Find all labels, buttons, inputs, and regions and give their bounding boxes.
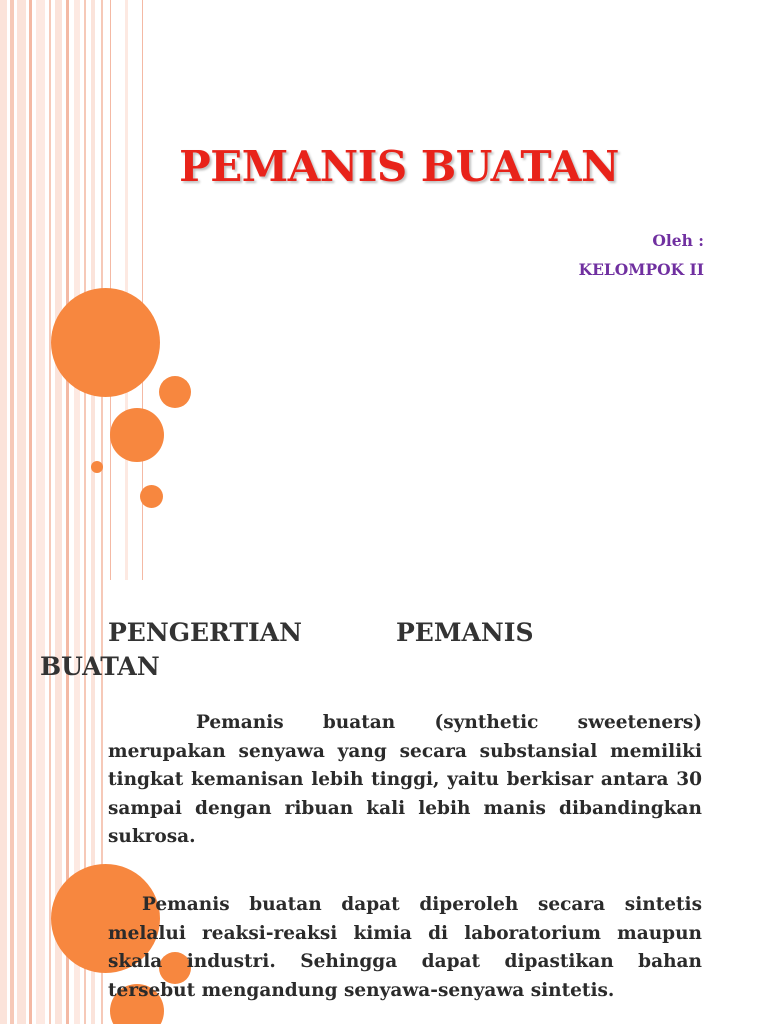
stripe-icon: [55, 580, 62, 1024]
heading-word: BUATAN: [40, 652, 160, 681]
stripe-icon: [55, 0, 62, 580]
stripe-icon: [84, 0, 86, 580]
paragraph: Pemanis buatan (synthetic sweeteners) merupakan senyawa yang secara substansial memiliki tingkat kemanisan lebih tinggi, yaitu berkisar antara 30 sampai dengan ribuan kali lebih manis dibandingkan sukrosa.: [108, 712, 702, 847]
heading-word: PEMANIS: [396, 618, 534, 647]
stripe-icon: [17, 580, 26, 1024]
stripe-icon: [10, 580, 14, 1024]
circle-icon: [51, 288, 160, 397]
slide-definition: [0, 580, 768, 1024]
byline-group: KELOMPOK II: [578, 260, 704, 279]
byline-label: Oleh :: [652, 231, 704, 250]
page-title: PEMANIS BUATAN: [179, 142, 619, 191]
stripe-icon: [49, 0, 51, 580]
stripe-icon: [125, 0, 128, 580]
stripe-icon: [36, 0, 45, 580]
stripe-icon: [74, 0, 80, 580]
paragraph: Pemanis buatan dapat diperoleh secara sintetis melalui reaksi-reaksi kimia di laboratorium maupun skala industri. Sehingga dapat dipastikan bahan tersebut mengandung senyawa-senyawa sintetis.: [108, 894, 702, 1001]
stripe-icon: [10, 0, 14, 580]
stripe-icon: [17, 0, 26, 580]
stripe-icon: [29, 580, 32, 1024]
stripe-icon: [29, 0, 32, 580]
heading-word: PENGERTIAN: [108, 618, 302, 647]
stripe-icon: [0, 0, 7, 580]
stripe-icon: [49, 580, 51, 1024]
circle-icon: [140, 485, 163, 508]
circle-icon: [110, 408, 164, 462]
stripe-icon: [0, 580, 7, 1024]
stripe-icon: [66, 0, 69, 580]
circle-icon: [159, 376, 191, 408]
stripe-icon: [36, 580, 45, 1024]
circle-icon: [91, 461, 103, 473]
